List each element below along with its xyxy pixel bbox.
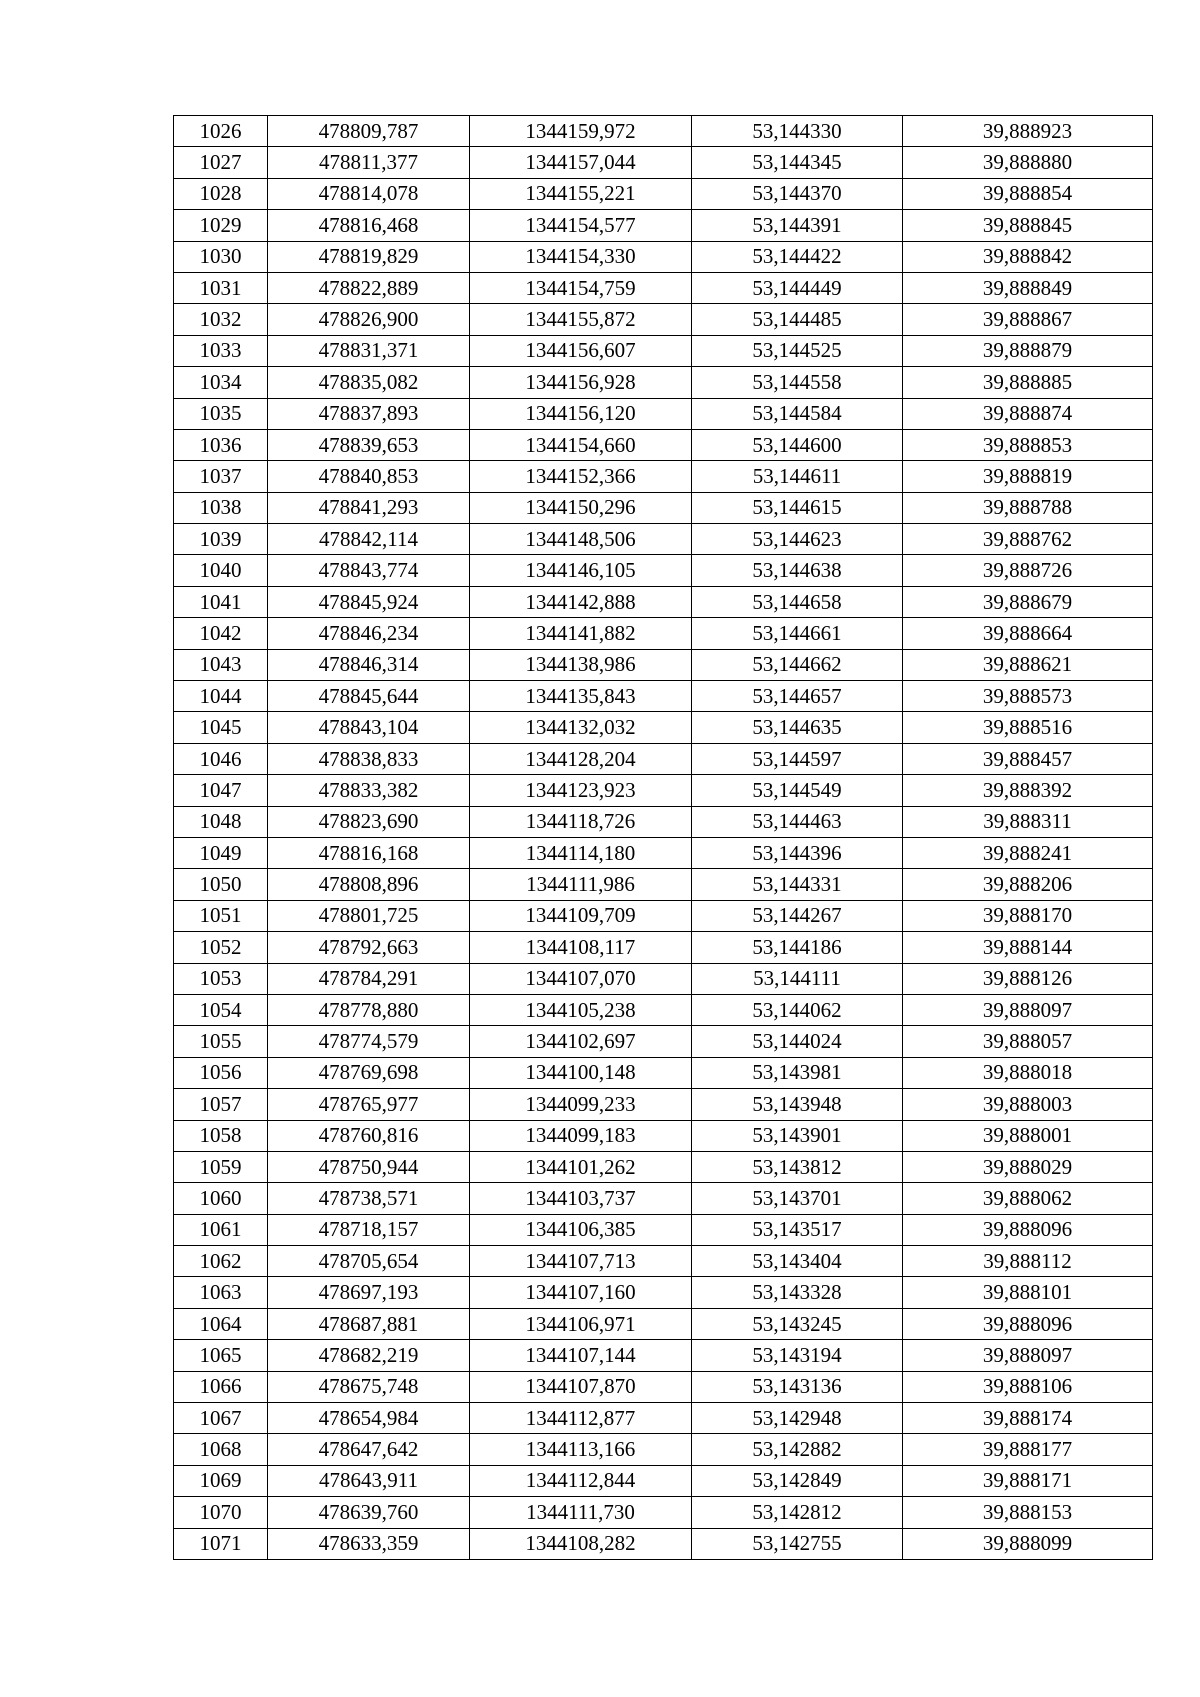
point-number-cell: 1031 [174,272,268,303]
y-coordinate-cell: 1344113,166 [470,1434,692,1465]
latitude-cell: 53,144370 [692,178,903,209]
longitude-cell: 39,888097 [903,994,1153,1025]
longitude-cell: 39,888842 [903,241,1153,272]
y-coordinate-cell: 1344105,238 [470,994,692,1025]
table-row [174,492,1153,523]
y-coordinate-cell: 1344142,888 [470,586,692,617]
point-number-cell: 1038 [174,492,268,523]
y-coordinate-cell: 1344156,607 [470,335,692,366]
x-coordinate-cell: 478808,896 [268,869,470,900]
x-coordinate-cell: 478837,893 [268,398,470,429]
longitude-cell: 39,888879 [903,335,1153,366]
table-row [174,1214,1153,1245]
latitude-cell: 53,144661 [692,618,903,649]
table-row [174,367,1153,398]
point-number-cell: 1032 [174,304,268,335]
point-number-cell: 1041 [174,586,268,617]
point-number-cell: 1061 [174,1214,268,1245]
longitude-cell: 39,888003 [903,1089,1153,1120]
table-row [174,681,1153,712]
table-row [174,304,1153,335]
latitude-cell: 53,144062 [692,994,903,1025]
point-number-cell: 1071 [174,1528,268,1559]
longitude-cell: 39,888106 [903,1371,1153,1402]
longitude-cell: 39,888923 [903,116,1153,147]
point-number-cell: 1035 [174,398,268,429]
table-row [174,1308,1153,1339]
y-coordinate-cell: 1344108,117 [470,932,692,963]
y-coordinate-cell: 1344114,180 [470,837,692,868]
point-number-cell: 1046 [174,743,268,774]
latitude-cell: 53,143328 [692,1277,903,1308]
latitude-cell: 53,144186 [692,932,903,963]
y-coordinate-cell: 1344111,730 [470,1497,692,1528]
longitude-cell: 39,888112 [903,1246,1153,1277]
latitude-cell: 53,143701 [692,1183,903,1214]
y-coordinate-cell: 1344106,971 [470,1308,692,1339]
y-coordinate-cell: 1344101,262 [470,1151,692,1182]
point-number-cell: 1037 [174,461,268,492]
coordinates-table [173,115,1153,1560]
x-coordinate-cell: 478819,829 [268,241,470,272]
latitude-cell: 53,144463 [692,806,903,837]
longitude-cell: 39,888177 [903,1434,1153,1465]
y-coordinate-cell: 1344102,697 [470,1026,692,1057]
table-row [174,869,1153,900]
point-number-cell: 1060 [174,1183,268,1214]
longitude-cell: 39,888874 [903,398,1153,429]
longitude-cell: 39,888845 [903,210,1153,241]
table-row [174,712,1153,743]
point-number-cell: 1036 [174,429,268,460]
table-row [174,1465,1153,1496]
x-coordinate-cell: 478643,911 [268,1465,470,1496]
y-coordinate-cell: 1344152,366 [470,461,692,492]
y-coordinate-cell: 1344141,882 [470,618,692,649]
x-coordinate-cell: 478838,833 [268,743,470,774]
table-row [174,1151,1153,1182]
table-row [174,1026,1153,1057]
y-coordinate-cell: 1344107,160 [470,1277,692,1308]
point-number-cell: 1057 [174,1089,268,1120]
table-row [174,1057,1153,1088]
longitude-cell: 39,888099 [903,1528,1153,1559]
table-row [174,1246,1153,1277]
x-coordinate-cell: 478760,816 [268,1120,470,1151]
latitude-cell: 53,143901 [692,1120,903,1151]
latitude-cell: 53,144525 [692,335,903,366]
latitude-cell: 53,143517 [692,1214,903,1245]
x-coordinate-cell: 478809,787 [268,116,470,147]
x-coordinate-cell: 478639,760 [268,1497,470,1528]
latitude-cell: 53,144635 [692,712,903,743]
x-coordinate-cell: 478738,571 [268,1183,470,1214]
table-row [174,1183,1153,1214]
point-number-cell: 1068 [174,1434,268,1465]
y-coordinate-cell: 1344156,928 [470,367,692,398]
longitude-cell: 39,888788 [903,492,1153,523]
y-coordinate-cell: 1344154,759 [470,272,692,303]
point-number-cell: 1063 [174,1277,268,1308]
longitude-cell: 39,888096 [903,1308,1153,1339]
x-coordinate-cell: 478697,193 [268,1277,470,1308]
y-coordinate-cell: 1344155,221 [470,178,692,209]
x-coordinate-cell: 478705,654 [268,1246,470,1277]
latitude-cell: 53,143812 [692,1151,903,1182]
x-coordinate-cell: 478750,944 [268,1151,470,1182]
longitude-cell: 39,888153 [903,1497,1153,1528]
x-coordinate-cell: 478845,924 [268,586,470,617]
latitude-cell: 53,144111 [692,963,903,994]
table-row [174,932,1153,963]
x-coordinate-cell: 478816,168 [268,837,470,868]
point-number-cell: 1034 [174,367,268,398]
point-number-cell: 1064 [174,1308,268,1339]
point-number-cell: 1028 [174,178,268,209]
y-coordinate-cell: 1344107,713 [470,1246,692,1277]
latitude-cell: 53,144422 [692,241,903,272]
longitude-cell: 39,888029 [903,1151,1153,1182]
longitude-cell: 39,888762 [903,524,1153,555]
table-row [174,775,1153,806]
y-coordinate-cell: 1344148,506 [470,524,692,555]
longitude-cell: 39,888885 [903,367,1153,398]
table-row [174,1120,1153,1151]
longitude-cell: 39,888062 [903,1183,1153,1214]
coordinates-table-body [174,116,1153,1560]
x-coordinate-cell: 478687,881 [268,1308,470,1339]
point-number-cell: 1067 [174,1403,268,1434]
latitude-cell: 53,142812 [692,1497,903,1528]
x-coordinate-cell: 478718,157 [268,1214,470,1245]
y-coordinate-cell: 1344154,330 [470,241,692,272]
y-coordinate-cell: 1344150,296 [470,492,692,523]
longitude-cell: 39,888096 [903,1214,1153,1245]
point-number-cell: 1065 [174,1340,268,1371]
x-coordinate-cell: 478846,314 [268,649,470,680]
latitude-cell: 53,144584 [692,398,903,429]
longitude-cell: 39,888621 [903,649,1153,680]
table-row [174,1528,1153,1559]
point-number-cell: 1066 [174,1371,268,1402]
x-coordinate-cell: 478840,853 [268,461,470,492]
x-coordinate-cell: 478675,748 [268,1371,470,1402]
table-row [174,1497,1153,1528]
longitude-cell: 39,888126 [903,963,1153,994]
y-coordinate-cell: 1344155,872 [470,304,692,335]
table-row [174,210,1153,241]
point-number-cell: 1069 [174,1465,268,1496]
table-row [174,461,1153,492]
table-row [174,335,1153,366]
table-row [174,1403,1153,1434]
latitude-cell: 53,144657 [692,681,903,712]
y-coordinate-cell: 1344099,183 [470,1120,692,1151]
x-coordinate-cell: 478814,078 [268,178,470,209]
latitude-cell: 53,142882 [692,1434,903,1465]
longitude-cell: 39,888170 [903,900,1153,931]
table-row [174,272,1153,303]
longitude-cell: 39,888001 [903,1120,1153,1151]
point-number-cell: 1048 [174,806,268,837]
point-number-cell: 1050 [174,869,268,900]
longitude-cell: 39,888819 [903,461,1153,492]
x-coordinate-cell: 478774,579 [268,1026,470,1057]
table-row [174,586,1153,617]
latitude-cell: 53,142948 [692,1403,903,1434]
point-number-cell: 1030 [174,241,268,272]
longitude-cell: 39,888097 [903,1340,1153,1371]
longitude-cell: 39,888516 [903,712,1153,743]
y-coordinate-cell: 1344159,972 [470,116,692,147]
point-number-cell: 1054 [174,994,268,1025]
point-number-cell: 1039 [174,524,268,555]
longitude-cell: 39,888664 [903,618,1153,649]
y-coordinate-cell: 1344112,844 [470,1465,692,1496]
latitude-cell: 53,144623 [692,524,903,555]
x-coordinate-cell: 478841,293 [268,492,470,523]
latitude-cell: 53,144024 [692,1026,903,1057]
x-coordinate-cell: 478833,382 [268,775,470,806]
longitude-cell: 39,888726 [903,555,1153,586]
point-number-cell: 1027 [174,147,268,178]
latitude-cell: 53,144345 [692,147,903,178]
y-coordinate-cell: 1344123,923 [470,775,692,806]
table-row [174,241,1153,272]
table-row [174,806,1153,837]
latitude-cell: 53,144611 [692,461,903,492]
y-coordinate-cell: 1344146,105 [470,555,692,586]
latitude-cell: 53,143245 [692,1308,903,1339]
longitude-cell: 39,888867 [903,304,1153,335]
y-coordinate-cell: 1344106,385 [470,1214,692,1245]
longitude-cell: 39,888057 [903,1026,1153,1057]
x-coordinate-cell: 478842,114 [268,524,470,555]
table-row [174,649,1153,680]
point-number-cell: 1070 [174,1497,268,1528]
table-row [174,963,1153,994]
table-row [174,1340,1153,1371]
y-coordinate-cell: 1344135,843 [470,681,692,712]
x-coordinate-cell: 478792,663 [268,932,470,963]
x-coordinate-cell: 478811,377 [268,147,470,178]
y-coordinate-cell: 1344107,144 [470,1340,692,1371]
y-coordinate-cell: 1344109,709 [470,900,692,931]
point-number-cell: 1053 [174,963,268,994]
x-coordinate-cell: 478682,219 [268,1340,470,1371]
x-coordinate-cell: 478822,889 [268,272,470,303]
table-row [174,429,1153,460]
point-number-cell: 1029 [174,210,268,241]
y-coordinate-cell: 1344099,233 [470,1089,692,1120]
point-number-cell: 1049 [174,837,268,868]
y-coordinate-cell: 1344108,282 [470,1528,692,1559]
table-row [174,1434,1153,1465]
latitude-cell: 53,144597 [692,743,903,774]
latitude-cell: 53,143948 [692,1089,903,1120]
table-row [174,743,1153,774]
y-coordinate-cell: 1344128,204 [470,743,692,774]
y-coordinate-cell: 1344154,577 [470,210,692,241]
x-coordinate-cell: 478816,468 [268,210,470,241]
latitude-cell: 53,144662 [692,649,903,680]
latitude-cell: 53,144638 [692,555,903,586]
table-row [174,900,1153,931]
latitude-cell: 53,144558 [692,367,903,398]
longitude-cell: 39,888144 [903,932,1153,963]
point-number-cell: 1058 [174,1120,268,1151]
point-number-cell: 1043 [174,649,268,680]
x-coordinate-cell: 478843,104 [268,712,470,743]
table-row [174,116,1153,147]
table-row [174,178,1153,209]
y-coordinate-cell: 1344138,986 [470,649,692,680]
latitude-cell: 53,143136 [692,1371,903,1402]
latitude-cell: 53,144267 [692,900,903,931]
latitude-cell: 53,144658 [692,586,903,617]
longitude-cell: 39,888392 [903,775,1153,806]
table-row [174,555,1153,586]
latitude-cell: 53,144331 [692,869,903,900]
longitude-cell: 39,888241 [903,837,1153,868]
longitude-cell: 39,888573 [903,681,1153,712]
latitude-cell: 53,144330 [692,116,903,147]
latitude-cell: 53,143194 [692,1340,903,1371]
point-number-cell: 1062 [174,1246,268,1277]
longitude-cell: 39,888849 [903,272,1153,303]
latitude-cell: 53,144615 [692,492,903,523]
table-row [174,398,1153,429]
point-number-cell: 1045 [174,712,268,743]
y-coordinate-cell: 1344103,737 [470,1183,692,1214]
latitude-cell: 53,144485 [692,304,903,335]
x-coordinate-cell: 478654,984 [268,1403,470,1434]
point-number-cell: 1047 [174,775,268,806]
y-coordinate-cell: 1344157,044 [470,147,692,178]
x-coordinate-cell: 478633,359 [268,1528,470,1559]
y-coordinate-cell: 1344132,032 [470,712,692,743]
y-coordinate-cell: 1344107,070 [470,963,692,994]
point-number-cell: 1042 [174,618,268,649]
x-coordinate-cell: 478831,371 [268,335,470,366]
table-row [174,147,1153,178]
longitude-cell: 39,888311 [903,806,1153,837]
y-coordinate-cell: 1344154,660 [470,429,692,460]
x-coordinate-cell: 478826,900 [268,304,470,335]
point-number-cell: 1052 [174,932,268,963]
longitude-cell: 39,888174 [903,1403,1153,1434]
longitude-cell: 39,888679 [903,586,1153,617]
table-row [174,1371,1153,1402]
point-number-cell: 1040 [174,555,268,586]
y-coordinate-cell: 1344118,726 [470,806,692,837]
x-coordinate-cell: 478784,291 [268,963,470,994]
longitude-cell: 39,888853 [903,429,1153,460]
latitude-cell: 53,142755 [692,1528,903,1559]
x-coordinate-cell: 478765,977 [268,1089,470,1120]
x-coordinate-cell: 478835,082 [268,367,470,398]
latitude-cell: 53,143404 [692,1246,903,1277]
point-number-cell: 1026 [174,116,268,147]
point-number-cell: 1051 [174,900,268,931]
longitude-cell: 39,888457 [903,743,1153,774]
latitude-cell: 53,144391 [692,210,903,241]
point-number-cell: 1056 [174,1057,268,1088]
x-coordinate-cell: 478845,644 [268,681,470,712]
table-row [174,524,1153,555]
latitude-cell: 53,143981 [692,1057,903,1088]
point-number-cell: 1044 [174,681,268,712]
x-coordinate-cell: 478801,725 [268,900,470,931]
latitude-cell: 53,142849 [692,1465,903,1496]
latitude-cell: 53,144600 [692,429,903,460]
longitude-cell: 39,888880 [903,147,1153,178]
latitude-cell: 53,144396 [692,837,903,868]
x-coordinate-cell: 478769,698 [268,1057,470,1088]
longitude-cell: 39,888854 [903,178,1153,209]
table-row [174,1277,1153,1308]
x-coordinate-cell: 478846,234 [268,618,470,649]
longitude-cell: 39,888206 [903,869,1153,900]
table-row [174,618,1153,649]
longitude-cell: 39,888171 [903,1465,1153,1496]
point-number-cell: 1055 [174,1026,268,1057]
y-coordinate-cell: 1344112,877 [470,1403,692,1434]
x-coordinate-cell: 478778,880 [268,994,470,1025]
point-number-cell: 1059 [174,1151,268,1182]
y-coordinate-cell: 1344107,870 [470,1371,692,1402]
table-row [174,1089,1153,1120]
y-coordinate-cell: 1344100,148 [470,1057,692,1088]
y-coordinate-cell: 1344156,120 [470,398,692,429]
y-coordinate-cell: 1344111,986 [470,869,692,900]
x-coordinate-cell: 478843,774 [268,555,470,586]
x-coordinate-cell: 478839,653 [268,429,470,460]
latitude-cell: 53,144549 [692,775,903,806]
x-coordinate-cell: 478823,690 [268,806,470,837]
table-row [174,837,1153,868]
x-coordinate-cell: 478647,642 [268,1434,470,1465]
longitude-cell: 39,888018 [903,1057,1153,1088]
table-row [174,994,1153,1025]
longitude-cell: 39,888101 [903,1277,1153,1308]
latitude-cell: 53,144449 [692,272,903,303]
point-number-cell: 1033 [174,335,268,366]
